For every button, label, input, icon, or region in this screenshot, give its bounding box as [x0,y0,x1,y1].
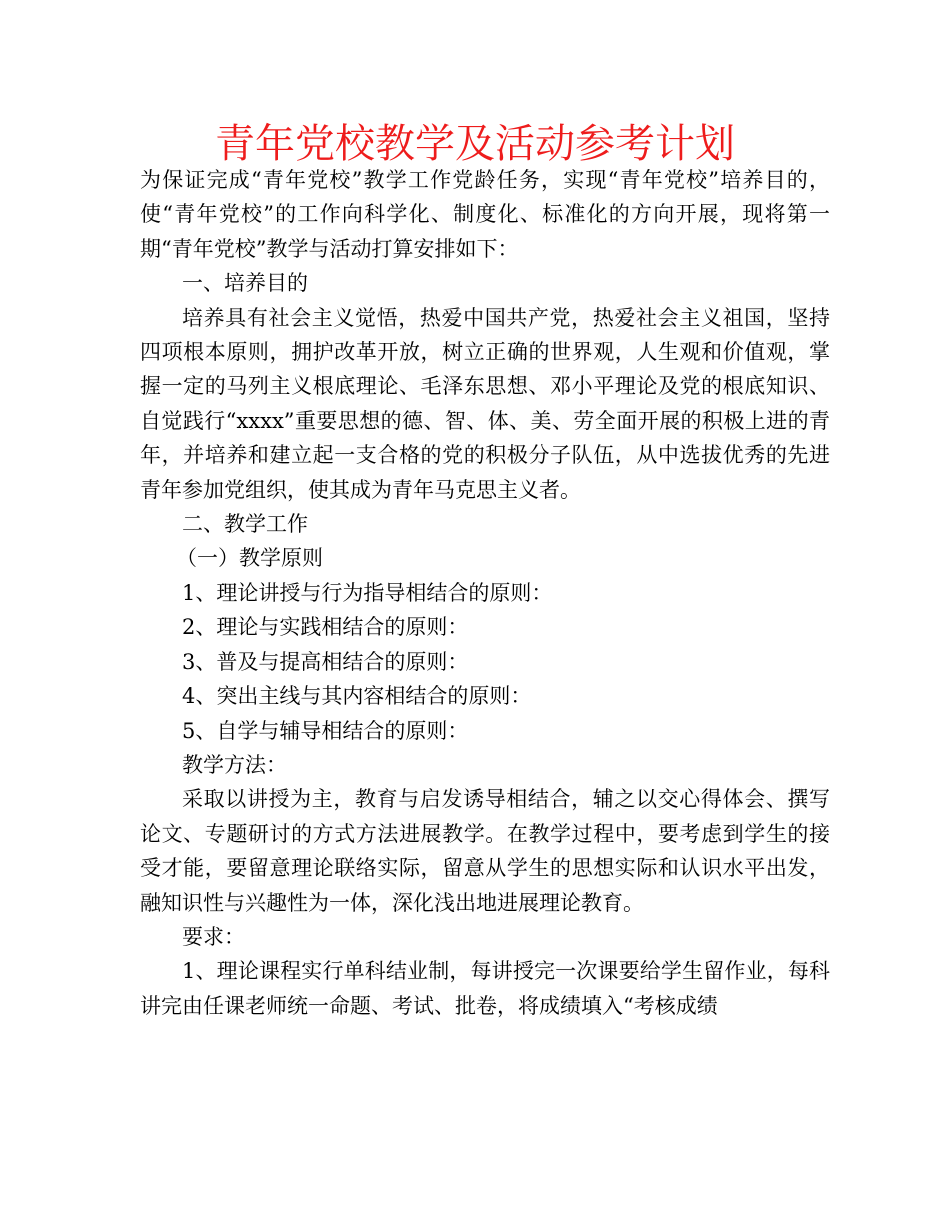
subsection-heading-principles: （一）教学原则 [176,546,323,571]
section-heading-goal: 一、培养目的 [182,271,308,296]
methods-heading: 教学方法： [182,752,287,777]
principle-item: 4、突出主线与其内容相结合的原则： [182,684,532,709]
principle-item: 2、理论与实践相结合的原则： [182,615,469,640]
principle-item: 1、理论讲授与行为指导相结合的原则： [182,580,553,605]
intro-paragraph: 为保证完成“青年党校”教学工作党龄任务，实现“青年党校”培养目的，使“青年党校”的工作向科学化、制度化、标准化的方向开展，现将第一期“青年党校”教学与活动打算安排如下： [140,168,830,261]
goal-paragraph: 培养具有社会主义觉悟，热爱中国共产党，热爱社会主义祖国，坚持四项根本原则，拥护改革开放，树立正确的世界观，人生观和价值观，掌握一定的马列主义根底理论、毛泽东思想、邓小平理论及党的根底知识、自觉践行“xxxx”重要思想的德、智、体、美、劳全面开展的积极上进的青年，并培养和建立起一支合格的党的积极分子队伍，从中选拔优秀的先进青年参加党组织，使其成为青年马克思主义者。 [140,305,830,502]
principle-item: 5、自学与辅导相结合的原则： [182,718,469,743]
document-title: 青年党校教学及活动参考计划 [215,121,735,167]
requirements-heading: 要求： [182,924,245,949]
requirement-item: 1、理论课程实行单科结业制，每讲授完一次课要给学生留作业，每科讲完由任课老师统一命题、考试、批卷，将成绩填入“考核成绩 [140,959,830,1018]
methods-paragraph: 采取以讲授为主，教育与启发诱导相结合，辅之以交心得体会、撰写论文、专题研讨的方式方法进展教学。在教学过程中，要考虑到学生的接受才能，要留意理论联络实际，留意从学生的思想实际和认识水平出发，融知识性与兴趣性为一体，深化浅出地进展理论教育。 [140,787,830,915]
document-body [140,163,830,1023]
principle-item: 3、普及与提高相结合的原则： [182,649,469,674]
section-heading-teaching: 二、教学工作 [182,512,308,537]
